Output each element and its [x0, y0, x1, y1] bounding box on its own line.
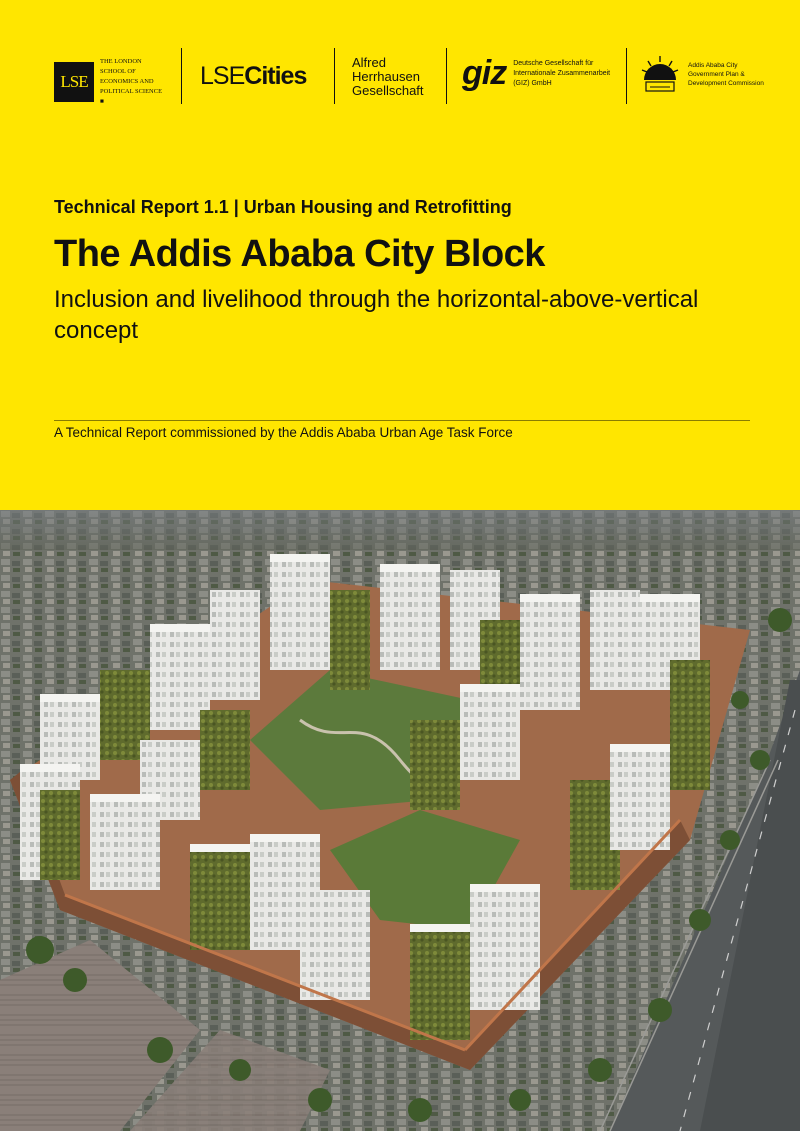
lse-cities-thin: LSE — [200, 62, 245, 90]
page-title: The Addis Ababa City Block — [54, 233, 545, 275]
addis-ababa-logo — [640, 54, 768, 94]
report-series: Technical Report 1.1 | Urban Housing and Retrofitting — [54, 197, 512, 217]
lse-cities-logo — [200, 62, 306, 91]
logo-divider — [626, 48, 627, 104]
giz-text: Deutsche Gesellschaft für Internationale Zusammenarbeit (GIZ) GmbH — [513, 59, 611, 87]
logo-bar — [54, 48, 764, 106]
addis-ababa-text: Addis Ababa City Government Plan & Development Commission — [688, 61, 764, 87]
aerial-city-block-image — [0, 510, 800, 1131]
report-subtitle: Inclusion and livelihood through the horizontal-above-vertical concept — [54, 286, 699, 344]
giz-mark: giz — [462, 54, 507, 92]
lse-mark: LSE — [54, 62, 94, 102]
divider-rule — [54, 420, 750, 421]
logo-divider — [446, 48, 447, 104]
lse-logo — [54, 57, 166, 107]
logo-divider — [334, 48, 335, 104]
lse-text: THE LONDON SCHOOL OF ECONOMICS AND POLITICAL SCIENCE ■ — [100, 58, 163, 105]
alfred-herrhausen-logo: Alfred Herrhausen Gesellschaft — [352, 55, 424, 98]
lse-cities-bold: Cities — [244, 62, 307, 90]
giz-logo — [462, 54, 623, 93]
commission-note: A Technical Report commissioned by the Addis Ababa Urban Age Task Force — [54, 425, 513, 440]
addis-ababa-emblem-icon — [640, 54, 680, 94]
logo-divider — [181, 48, 182, 104]
